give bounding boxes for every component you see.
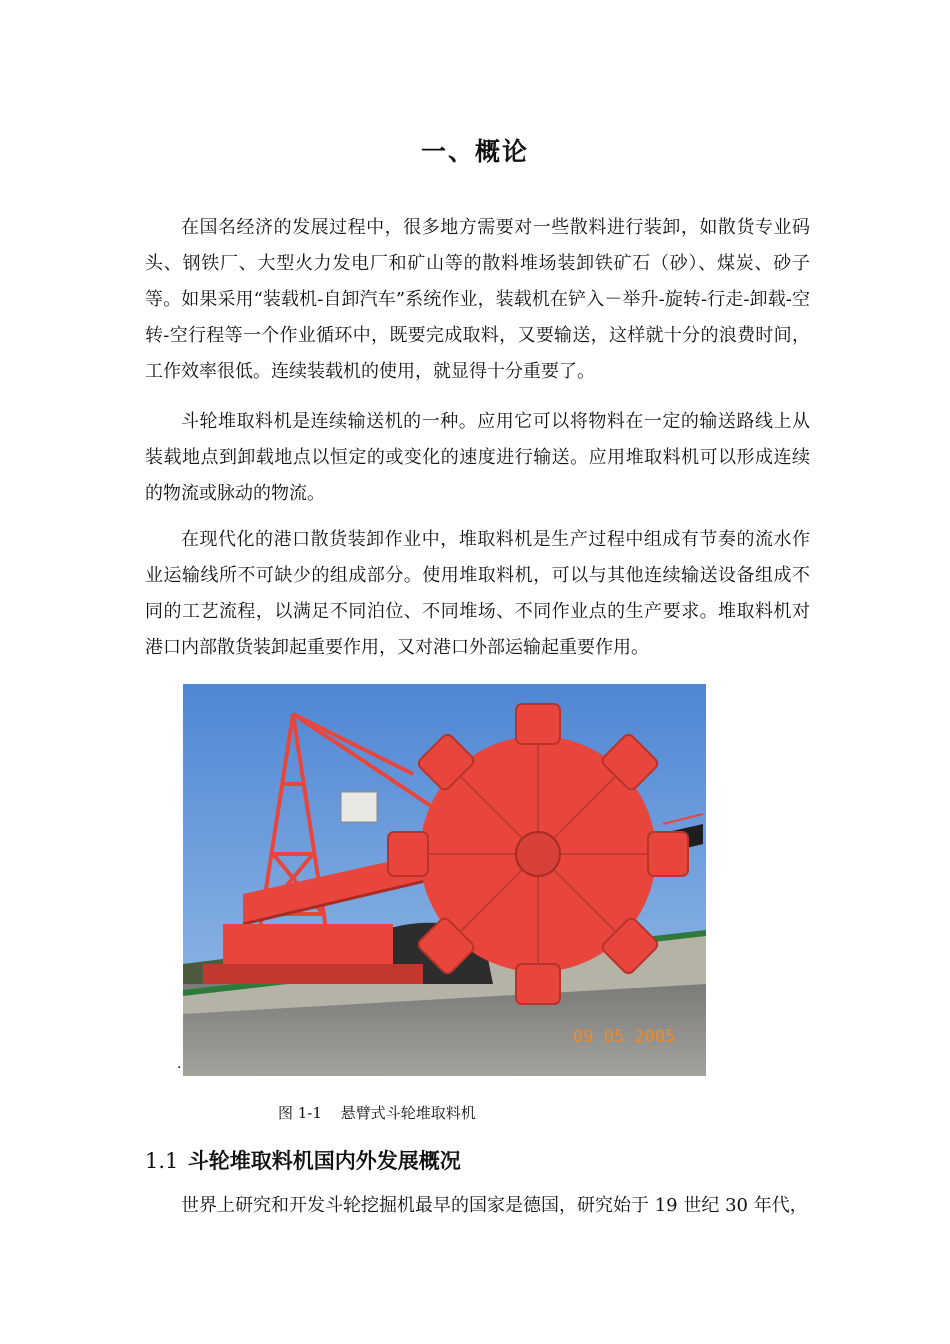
paragraph-2 bbox=[145, 404, 810, 522]
section-title: 斗轮堆取料机国内外发展概况 bbox=[187, 1149, 461, 1173]
section-heading bbox=[145, 1145, 461, 1175]
page-title: 一、概论 bbox=[420, 137, 529, 166]
bucket-wheel-reclaimer-photo bbox=[183, 684, 706, 1076]
section-number: 1.1 bbox=[145, 1149, 179, 1173]
figure-caption-text: 悬臂式斗轮堆取料机 bbox=[340, 1104, 476, 1122]
paragraph-1 bbox=[145, 210, 810, 400]
figure-leading-dot: . bbox=[177, 1056, 182, 1072]
paragraph-1-text: 在国名经济的发展过程中，很多地方需要对一些散料进行装卸，如散货专业码头、钢铁厂、大型火力发电厂和矿山等的散料堆场装卸铁矿石（砂）、煤炭、砂子等。如果采用“装载机-自卸汽车”系统作业，装载机在铲入－举升-旋转-行走-卸载-空转-空行程等一个作业循环中，既要完成取料，又要输送，这样就十分的浪费时间，工作效率很低。连续装载机的使用，就显得十分重要了。 bbox=[145, 217, 810, 382]
paragraph-3 bbox=[145, 522, 810, 676]
paragraph-4: 世界上研究和开发斗轮挖掘机最早的国家是德国，研究始于 19 世纪 30 年代， bbox=[181, 1195, 808, 1216]
paragraph-3-text: 在现代化的港口散货装卸作业中，堆取料机是生产过程中组成有节奏的流水作业运输线所不可缺少的组成部分。使用堆取料机，可以与其他连续输送设备组成不同的工艺流程，以满足不同泊位、不同堆场、不同作业点的生产要求。堆取料机对港口内部散货装卸起重要作用，又对港口外部运输起重要作用。 bbox=[145, 529, 810, 658]
paragraph-2-text: 斗轮堆取料机是连续输送机的一种。应用它可以将物料在一定的输送路线上从装载地点到卸载地点以恒定的或变化的速度进行输送。应用堆取料机可以形成连续的物流或脉动的物流。 bbox=[145, 411, 810, 504]
figure-caption bbox=[278, 1102, 476, 1123]
figure-caption-number: 图 1-1 bbox=[278, 1104, 322, 1122]
photo-date-stamp: 09 05 2005 bbox=[573, 1027, 676, 1047]
